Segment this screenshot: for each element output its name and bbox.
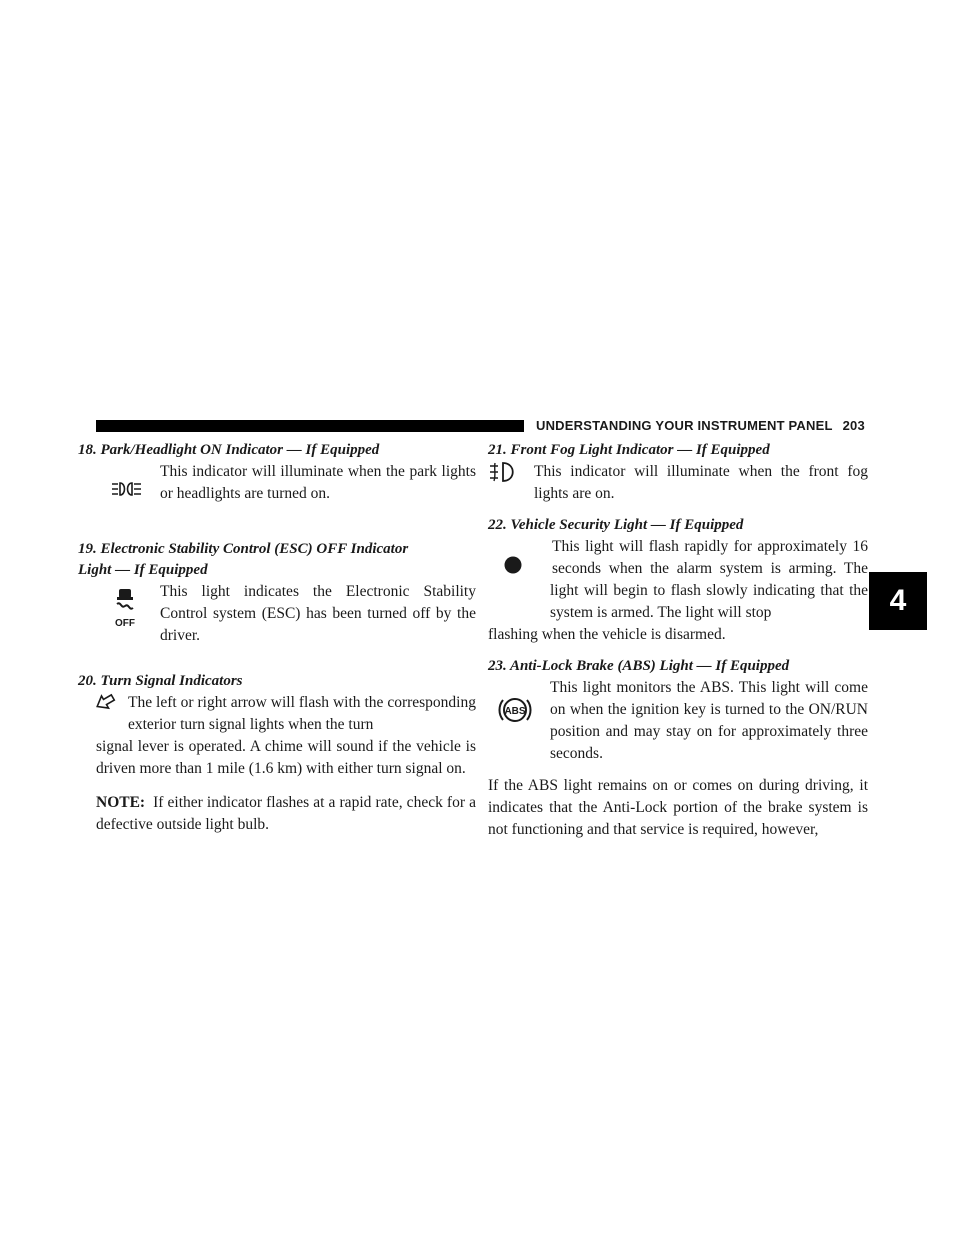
note-text: If either indicator flashes at a rapid rate, check for a defective outside light bulb. — [96, 794, 476, 833]
item-heading: 22. Vehicle Security Light — If Equipped — [488, 517, 744, 533]
right-column — [488, 440, 868, 841]
item-park-headlight — [78, 440, 476, 505]
note-paragraph — [96, 792, 476, 836]
note-label: NOTE: — [96, 794, 146, 811]
item-heading-line1: 19. Electronic Stability Control (ESC) OFF Indicator — [78, 541, 409, 557]
item-text-full: flashing when the vehicle is disarmed. — [488, 626, 726, 643]
item-heading: 18. Park/Headlight ON Indicator — If Equipped — [78, 442, 380, 458]
item-abs — [488, 656, 868, 765]
item-text-indented: The left or right arrow will flash with the corresponding exterior turn signal lights when the turn — [128, 694, 476, 733]
item-text-indented: This light will flash rapidly for approximately 16 seconds when the alarm system is arming. The light will begin to flash slowly indicating that the system is armed. The light will stop — [550, 538, 868, 621]
item-text: This light indicates the Electronic Stability Control system (ESC) has been turned off by the driver. — [160, 583, 476, 644]
item-text: This indicator will illuminate when the front fog lights are on. — [534, 463, 868, 502]
item-text: This light monitors the ABS. This light will come on when the ignition key is turned to the ON/RUN position and may stay on for approximately three seconds. — [550, 679, 868, 762]
running-header — [536, 418, 865, 433]
abs-icon — [498, 695, 532, 730]
turn-signal-arrow-icon — [94, 692, 116, 717]
header-rule — [96, 420, 524, 432]
abs-warning-paragraph: If the ABS light remains on or comes on during driving, it indicates that the Anti-Lock portion of the brake system is not functioning and that service is required, however, — [488, 777, 868, 838]
esc-off-label: OFF — [115, 618, 135, 629]
chapter-tab: 4 — [869, 572, 927, 630]
item-heading-line2: Light — If Equipped — [78, 562, 208, 578]
security-light-icon — [504, 556, 522, 579]
front-fog-light-icon — [488, 461, 518, 488]
item-heading: 23. Anti-Lock Brake (ABS) Light — If Equipped — [488, 658, 790, 674]
item-heading: 20. Turn Signal Indicators — [78, 673, 243, 689]
abs-icon-label: ABS — [504, 706, 526, 717]
item-heading: 21. Front Fog Light Indicator — If Equipped — [488, 442, 770, 458]
item-security-light — [488, 515, 868, 646]
item-text: This indicator will illuminate when the park lights or headlights are turned on. — [160, 463, 476, 502]
item-esc-off — [78, 539, 476, 647]
page-number: 203 — [842, 418, 865, 433]
item-turn-signal — [78, 671, 476, 780]
section-title: UNDERSTANDING YOUR INSTRUMENT PANEL — [536, 418, 833, 433]
item-text-full: signal lever is operated. A chime will sound if the vehicle is driven more than 1 mile (1.6 km) with either turn signal on. — [96, 738, 476, 777]
item-front-fog — [488, 440, 868, 505]
esc-off-icon — [110, 587, 140, 629]
park-headlight-icon — [110, 481, 144, 502]
left-column — [78, 440, 476, 836]
